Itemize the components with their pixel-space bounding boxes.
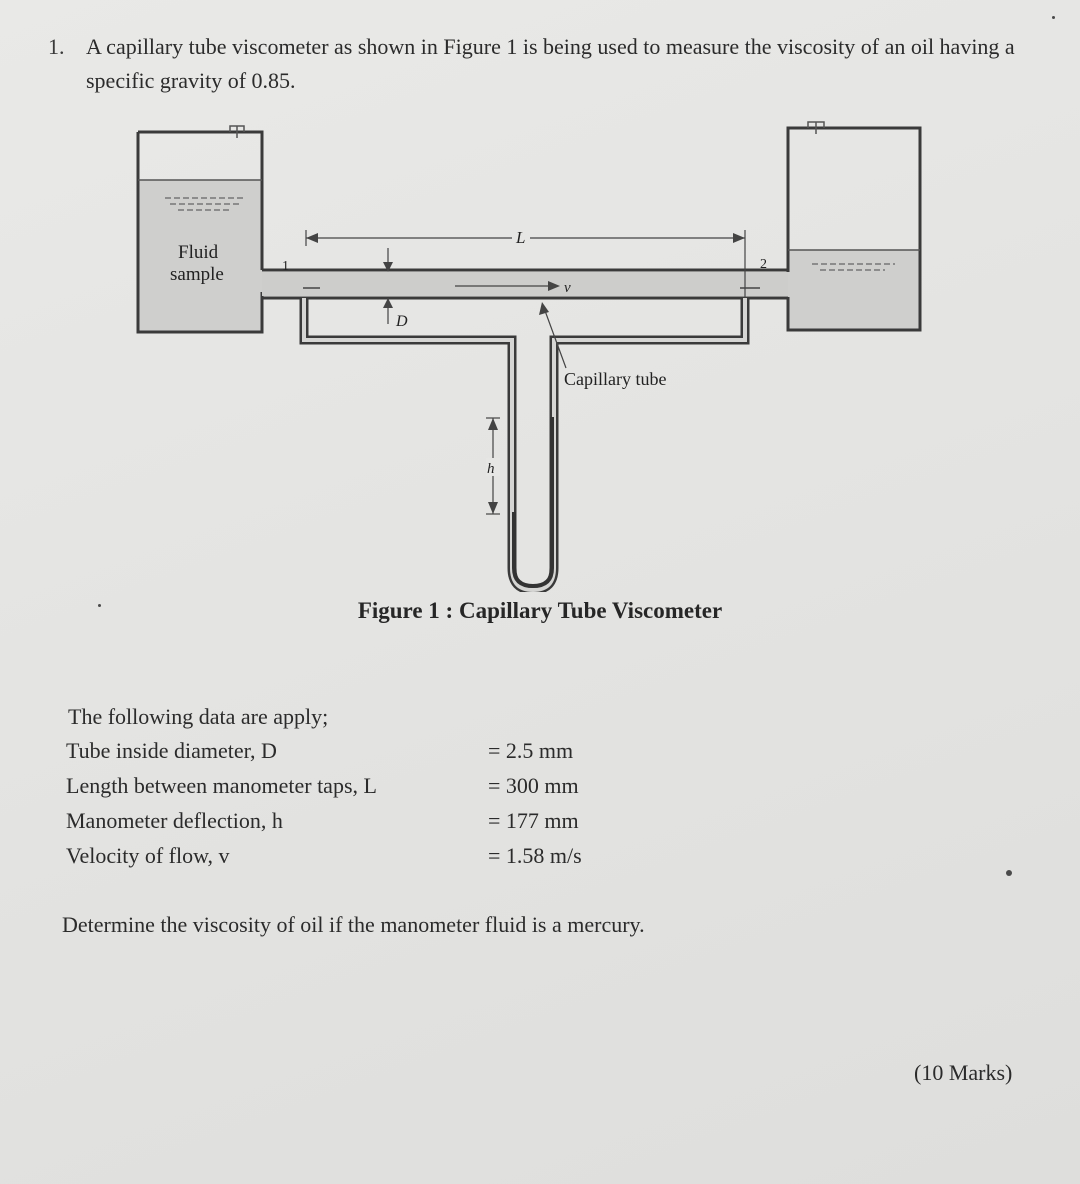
manometer-piping xyxy=(304,298,745,590)
data-value: = 2.5 mm xyxy=(488,738,574,763)
data-label: Tube inside diameter, D xyxy=(66,738,277,763)
marks-label: (10 Marks) xyxy=(914,1060,1013,1085)
paper-speck xyxy=(98,604,101,607)
capillary-tube xyxy=(262,270,788,298)
data-intro: The following data are apply; xyxy=(68,704,329,729)
length-label: L xyxy=(516,228,526,247)
point-2-label: 2 xyxy=(760,257,767,272)
data-label: Velocity of flow, v xyxy=(66,843,230,868)
diameter-label: D xyxy=(396,313,408,330)
task-text: Determine the viscosity of oil if the manometer fluid is a mercury. xyxy=(62,912,645,937)
right-reservoir xyxy=(788,122,920,330)
deflection-dimension xyxy=(486,418,500,514)
deflection-label: h xyxy=(487,461,495,477)
data-label: Manometer deflection, h xyxy=(66,808,283,833)
question-number: 1. xyxy=(48,34,65,59)
flow-label: v xyxy=(564,280,571,296)
paper-speck xyxy=(1052,16,1055,19)
point-1-label: 1 xyxy=(282,259,289,274)
fluid-label-line2: sample xyxy=(170,264,224,285)
question-text: A capillary tube viscometer as shown in Figure 1 is being used to measure the viscosity of an oil having a specific gravity of 0.85. xyxy=(86,34,1015,93)
figure-caption: Figure 1 : Capillary Tube Viscometer xyxy=(357,598,723,623)
capillary-label: Capillary tube xyxy=(564,369,667,389)
viscometer-figure xyxy=(120,112,950,592)
left-reservoir xyxy=(138,126,262,332)
data-label: Length between manometer taps, L xyxy=(66,773,377,798)
data-value: = 177 mm xyxy=(488,808,579,833)
data-value: = 300 mm xyxy=(488,773,579,798)
data-value: = 1.58 m/s xyxy=(488,843,582,868)
paper-speck xyxy=(1006,870,1012,876)
fluid-label-line1: Fluid xyxy=(178,242,219,263)
